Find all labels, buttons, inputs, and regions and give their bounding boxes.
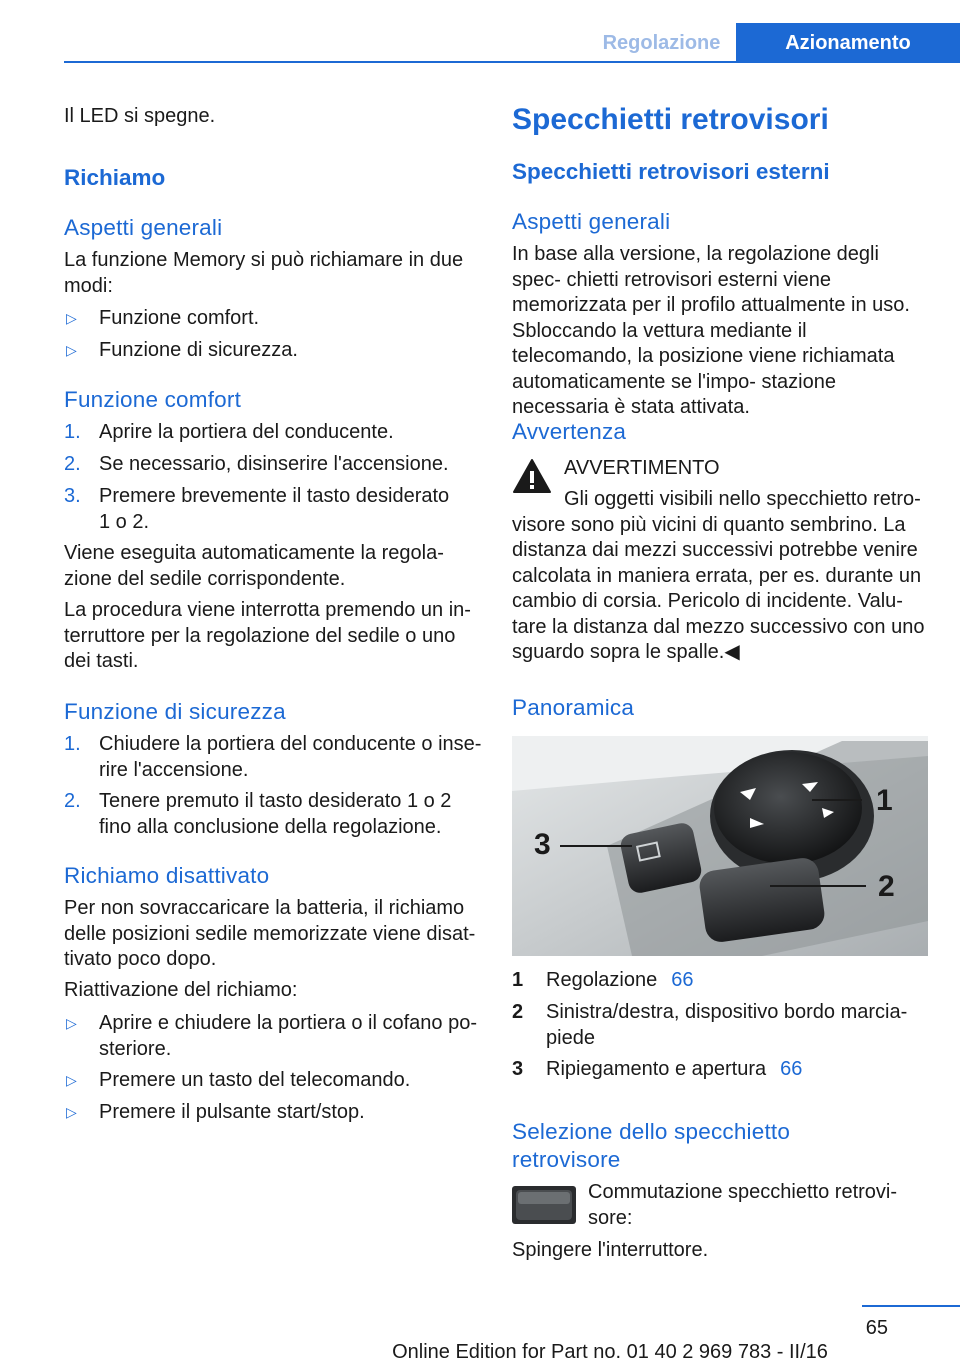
spingere-text: Spingere l'interruttore. xyxy=(512,1239,709,1261)
legend-item: 3 Ripiegamento e apertura 66 xyxy=(512,1058,803,1080)
warning-text: Gli oggetti visibili nello specchietto retro‐ visore sono più vicini di quanto sembrino. La distanza dai mezzi successivi potrebbe venire calcolata in maniera errata, per es. durante un cambio di corsia. Pericolo di incidente. Valu‐ tare la distanza dal mezzo successivo con uno sguardo sopra le spalle.◀ xyxy=(512,488,925,663)
disattivato-paragraph: Per non sovraccaricare la batteria, il richiamo delle posizioni sedile memorizzate viene disat‐ tivato poco dopo. xyxy=(64,897,476,970)
triangle-bullet-icon: ▷ xyxy=(66,1104,77,1120)
triangle-bullet-icon: ▷ xyxy=(66,342,77,358)
heading-funzione-comfort: Funzione comfort xyxy=(64,387,242,412)
list-item: ▷ Funzione di sicurezza. xyxy=(64,338,482,364)
heading-aspetti-generali: Aspetti generali xyxy=(512,209,671,234)
page-reference-link[interactable]: 66 xyxy=(780,1058,803,1080)
heading-selezione-specchietto: Selezione dello specchietto retrovisore xyxy=(512,1119,791,1172)
legend-item: 1 Regolazione 66 xyxy=(512,969,694,991)
list-item: ▷ Aprire e chiudere la portiera o il cofano po‐ steriore. xyxy=(66,1012,477,1060)
heading-richiamo-disattivato: Richiamo disattivato xyxy=(64,863,270,888)
mirror-selector-switch-icon xyxy=(512,1186,576,1224)
mirror-control-photo xyxy=(512,736,928,956)
callout-label: 3 xyxy=(534,828,551,861)
header-rule xyxy=(64,61,960,63)
triangle-bullet-icon: ▷ xyxy=(66,1015,77,1031)
triangle-bullet-icon: ▷ xyxy=(66,1072,77,1088)
heading-avvertenza: Avvertenza xyxy=(512,419,627,444)
edition-footer: Online Edition for Part no. 01 40 2 969 783 - II/16 xyxy=(392,1341,828,1362)
list-item: ▷ Funzione comfort. xyxy=(64,306,482,332)
callout-label: 1 xyxy=(876,784,893,817)
list-item: ▷ Premere il pulsante start/stop. xyxy=(64,1100,482,1126)
heading-specchietti: Specchietti retrovisori xyxy=(512,103,829,136)
page-number: 65 xyxy=(865,1317,888,1339)
page-reference-link[interactable]: 66 xyxy=(671,969,694,991)
riattivazione-label: Riattivazione del richiamo: xyxy=(64,979,298,1001)
heading-specchietti-esterni: Specchietti retrovisori esterni xyxy=(512,159,830,184)
header-chapter-tab: Azionamento xyxy=(736,23,960,63)
heading-funzione-sicurezza: Funzione di sicurezza xyxy=(64,699,286,724)
list-item: ▷ Premere un tasto del telecomando. xyxy=(64,1068,482,1094)
list-item: 3. Premere brevemente il tasto desiderato 1 o 2. xyxy=(64,485,450,533)
comfort-paragraph-1: Viene eseguita automaticamente la regola‐ zione del sedile corrispondente. xyxy=(64,542,444,590)
heading-aspetti-generali: Aspetti generali xyxy=(64,215,223,240)
list-item: 2. Se necessario, disinserire l'accensione. xyxy=(64,453,449,475)
intro-text: Il LED si spegne. xyxy=(64,105,216,127)
footer-rule xyxy=(862,1305,960,1307)
warning-title: AVVERTIMENTO xyxy=(564,457,720,479)
mirror-switch-illustration xyxy=(512,736,928,956)
callout-label: 2 xyxy=(878,870,895,903)
header-section-tab: Regolazione xyxy=(590,23,733,63)
aspetti-paragraph: La funzione Memory si può richiamare in due modi: xyxy=(64,249,464,297)
aspetti-paragraph: In base alla versione, la regolazione degli spec‐ chietti retrovisori esterni viene memorizzata per il profilo attualmente in uso. Sbloccando la vettura mediante il telecomando, la posizione viene richiamata automaticamente se l'impo‐ stazione necessaria è stata attivata. xyxy=(512,243,910,418)
legend-item: 2 Sinistra/destra, dispositivo bordo marcia‐ piede xyxy=(512,1001,908,1049)
comfort-paragraph-2: La procedura viene interrotta premendo un in‐ terruttore per la regolazione del sedile o uno dei tasti. xyxy=(64,599,471,672)
heading-panoramica: Panoramica xyxy=(512,695,635,720)
list-item: 1. Chiudere la portiera del conducente o inse‐ rire l'accensione. xyxy=(64,733,482,781)
list-item: 1. Aprire la portiera del conducente. xyxy=(64,421,394,443)
list-item: 2. Tenere premuto il tasto desiderato 1 o 2 fino alla conclusione della regolazione. xyxy=(64,790,452,838)
triangle-bullet-icon: ▷ xyxy=(66,310,77,326)
commutazione-text: Commutazione specchietto retrovi‐ sore: xyxy=(588,1181,898,1229)
heading-richiamo: Richiamo xyxy=(64,165,166,190)
